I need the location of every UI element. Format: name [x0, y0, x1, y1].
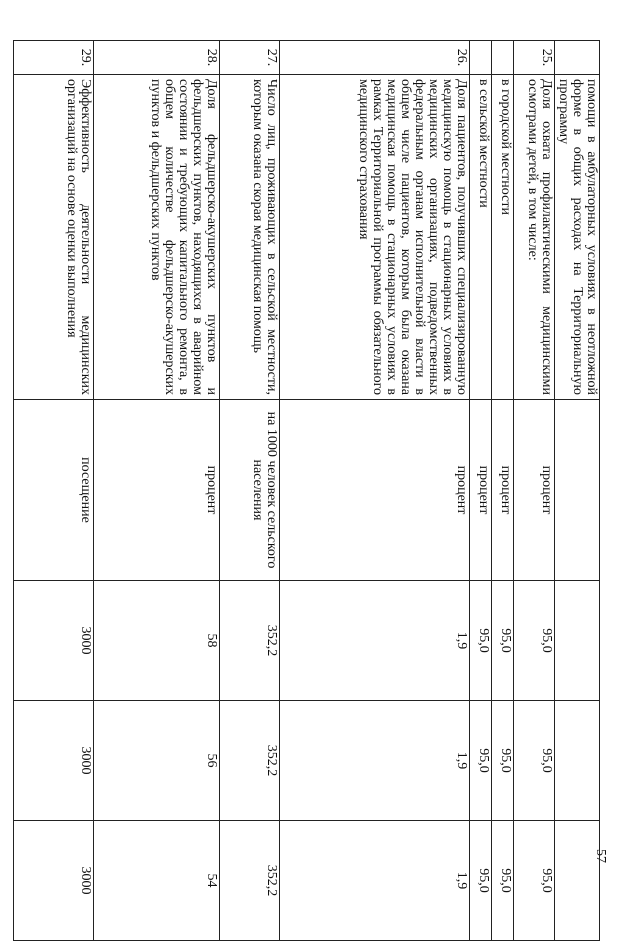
value-cell	[555, 821, 600, 941]
value-cell: 1,9	[280, 701, 470, 821]
table-row	[514, 41, 555, 941]
value-cell	[555, 701, 600, 821]
value-cell: 3000	[14, 701, 94, 821]
value-cell: 95,0	[514, 701, 555, 821]
value-cell: 95,0	[514, 821, 555, 941]
unit-cell: процент	[94, 400, 220, 581]
unit-cell: процент	[470, 400, 492, 581]
row-number: 27.	[220, 41, 280, 75]
indicator-name: Доля пациентов, получивших специализированную медицинскую помощь в стационарных условиях в медицинских организациях, подведомственных федеральным органам исполнительной власти в общем числе пациентов, которым была оказана медицинская помощь в стационарных условиях в рамках Территориальной программы обязательного медицинского страхования	[280, 75, 470, 400]
row-number	[492, 41, 514, 75]
value-cell: 1,9	[280, 581, 470, 701]
value-cell: 352,2	[220, 701, 280, 821]
value-cell	[555, 581, 600, 701]
value-cell: 56	[94, 701, 220, 821]
value-cell: 1,9	[280, 821, 470, 941]
indicator-name: Доля фельдшерско-акушерских пунктов и фельдшерских пунктов, находящихся в аварийном состоянии и требующих капитального ремонта, в общем количестве фельдшерско-акушерских пунктов и фельдшерских пунктов	[94, 75, 220, 400]
unit-cell: процент	[492, 400, 514, 581]
row-number: 25.	[514, 41, 555, 75]
table-row	[280, 41, 470, 941]
row-number: 26.	[280, 41, 470, 75]
value-cell: 352,2	[220, 581, 280, 701]
indicator-name: помощи в амбулаторных условиях в неотложной форме в общих расходах на Территориальную программу	[555, 75, 600, 400]
value-cell: 95,0	[514, 581, 555, 701]
value-cell: 95,0	[470, 581, 492, 701]
value-cell: 3000	[14, 581, 94, 701]
indicator-name: Число лиц, проживающих в сельской местности, которым оказана скорая медицинская помощь	[220, 75, 280, 400]
table-row	[14, 41, 94, 941]
value-cell: 95,0	[470, 821, 492, 941]
indicator-name: в городской местности	[492, 75, 514, 400]
value-cell: 58	[94, 581, 220, 701]
indicator-name: Эффективность деятельности медицинских организаций на основе оценки выполнения	[14, 75, 94, 400]
value-cell: 95,0	[470, 701, 492, 821]
page-number: 57	[593, 849, 608, 863]
table-row	[555, 41, 600, 941]
value-cell: 3000	[14, 821, 94, 941]
table-row	[94, 41, 220, 941]
unit-cell	[555, 400, 600, 581]
value-cell: 95,0	[492, 821, 514, 941]
unit-cell: на 1000 человек сельского населения	[220, 400, 280, 581]
table-row	[470, 41, 492, 941]
value-cell: 95,0	[492, 701, 514, 821]
row-number: 29.	[14, 41, 94, 75]
row-number	[470, 41, 492, 75]
table-row	[220, 41, 280, 941]
unit-cell: процент	[280, 400, 470, 581]
indicator-name: Доля охвата профилактическими медицинскими осмотрами детей, в том числе:	[514, 75, 555, 400]
value-cell: 95,0	[492, 581, 514, 701]
unit-cell: посещение	[14, 400, 94, 581]
indicators-table	[13, 40, 600, 941]
value-cell: 54	[94, 821, 220, 941]
value-cell: 352,2	[220, 821, 280, 941]
row-number	[555, 41, 600, 75]
indicator-name: в сельской местности	[470, 75, 492, 400]
table-row	[492, 41, 514, 941]
row-number: 28.	[94, 41, 220, 75]
unit-cell: процент	[514, 400, 555, 581]
